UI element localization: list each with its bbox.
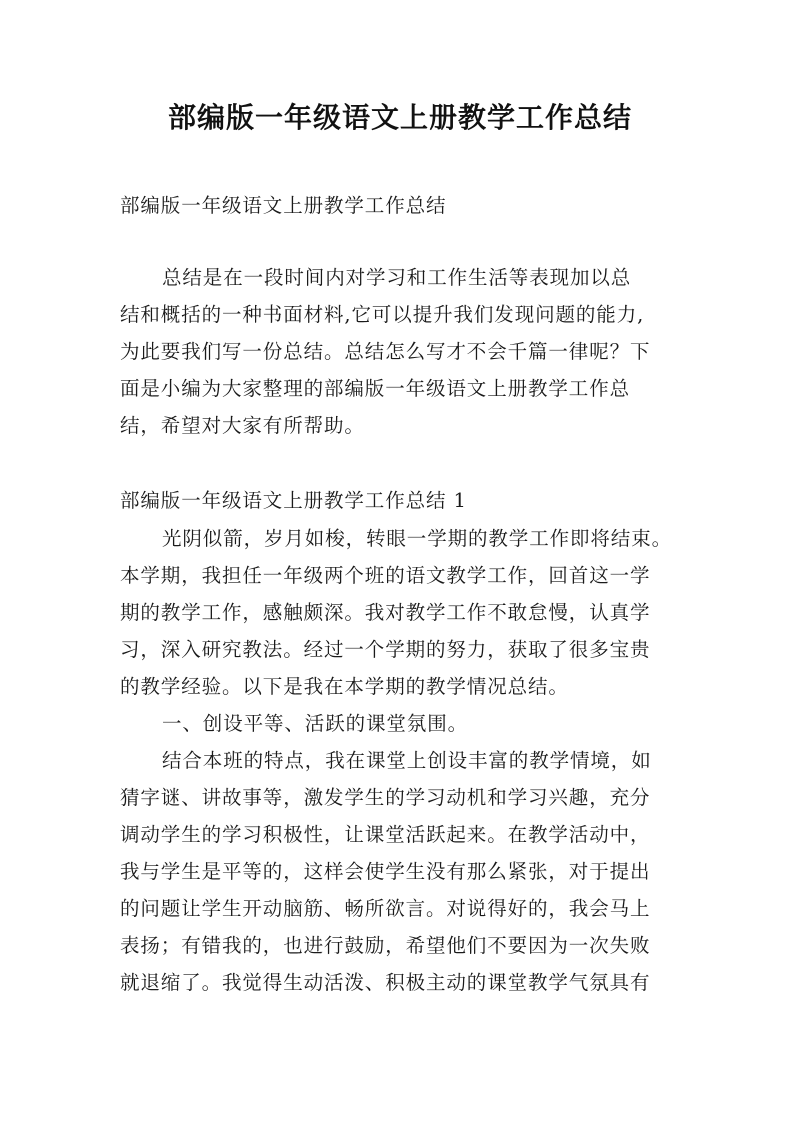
- intro-line: 面是小编为大家整理的部编版一年级语文上册教学工作总: [120, 377, 631, 400]
- body-line: 的教学经验。以下是我在本学期的教学情况总结。: [120, 675, 569, 698]
- intro-line: 为此要我们写一份总结。总结怎么写才不会千篇一律呢？下: [120, 340, 651, 363]
- body-line: 光阴似箭，岁月如梭，转眼一学期的教学工作即将结束。: [162, 527, 673, 550]
- body-line: 表扬；有错我的，也进行鼓励，希望他们不要因为一次失败: [120, 934, 651, 957]
- body-line: 一、创设平等、活跃的课堂氛围。: [162, 712, 469, 735]
- body-line: 本学期，我担任一年级两个班的语文教学工作，回首这一学: [120, 564, 651, 587]
- intro-line: 总结是在一段时间内对学习和工作生活等表现加以总: [162, 266, 632, 289]
- intro-line: 结，希望对大家有所帮助。: [120, 414, 365, 437]
- body-line: 期的教学工作，感触颇深。我对教学工作不敢怠慢，认真学: [120, 601, 651, 624]
- body-line: 习，深入研究教法。经过一个学期的努力，获取了很多宝贵: [120, 638, 651, 661]
- intro-line: 结和概括的一种书面材料,它可以提升我们发现问题的能力,: [120, 303, 645, 326]
- section-heading: 部编版一年级语文上册教学工作总结 1: [120, 489, 467, 512]
- body-line: 调动学生的学习积极性，让课堂活跃起来。在教学活动中，: [120, 823, 651, 846]
- document-subtitle: 部编版一年级语文上册教学工作总结: [120, 194, 447, 217]
- body-line: 就退缩了。我觉得生动活泼、积极主动的课堂教学气氛具有: [120, 971, 651, 994]
- body-line: 我与学生是平等的，这样会使学生没有那么紧张，对于提出: [120, 860, 651, 883]
- body-line: 结合本班的特点，我在课堂上创设丰富的教学情境，如: [162, 749, 652, 772]
- document-title: 部编版一年级语文上册教学工作总结: [167, 101, 632, 134]
- body-line: 猜字谜、讲故事等，激发学生的学习动机和学习兴趣，充分: [120, 786, 651, 809]
- body-line: 的问题让学生开动脑筋、畅所欲言。对说得好的，我会马上: [120, 897, 651, 920]
